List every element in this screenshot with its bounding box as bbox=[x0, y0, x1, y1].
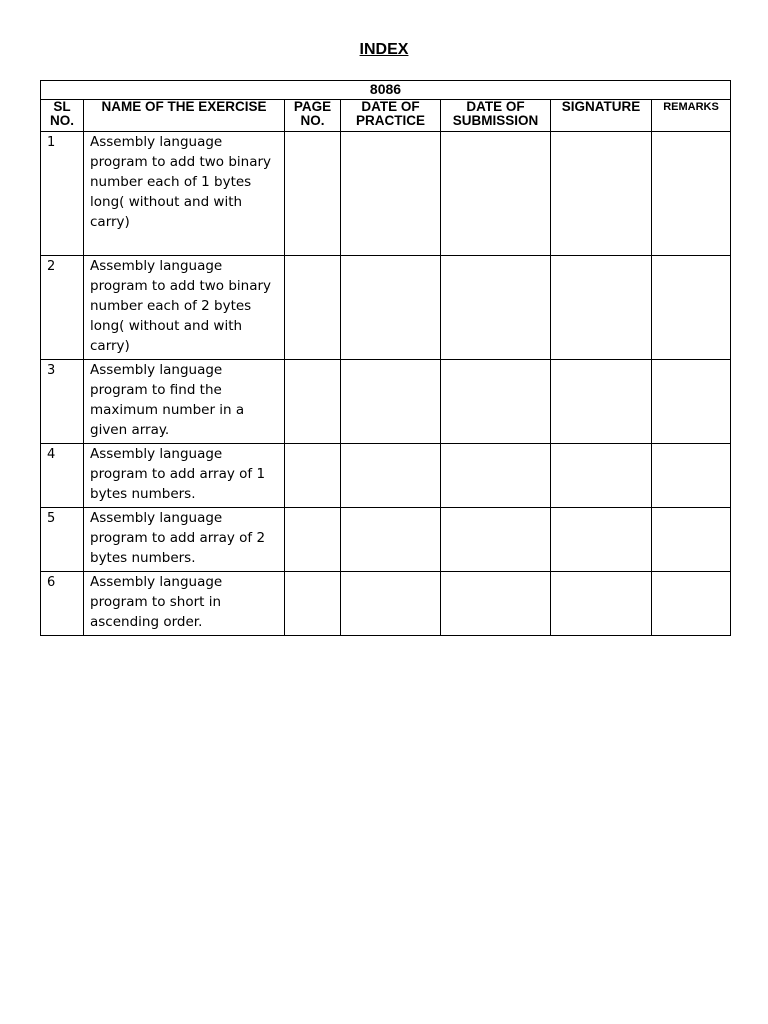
column-header-row bbox=[41, 100, 731, 132]
remarks-cell bbox=[652, 360, 731, 444]
page-no-cell bbox=[285, 360, 341, 444]
page-title: INDEX bbox=[359, 41, 409, 58]
exercise-name-cell: Assembly language program to find the maximum number in a given array. bbox=[84, 360, 285, 444]
signature-cell bbox=[551, 444, 652, 508]
header-exercise-name: NAME OF THE EXERCISE bbox=[84, 100, 285, 132]
table-row bbox=[41, 132, 731, 256]
date-of-submission-cell bbox=[441, 256, 551, 360]
sl-no-cell: 1 bbox=[41, 132, 84, 256]
date-of-submission-cell bbox=[441, 360, 551, 444]
signature-cell bbox=[551, 360, 652, 444]
signature-cell bbox=[551, 256, 652, 360]
page-no-cell bbox=[285, 132, 341, 256]
table-row bbox=[41, 256, 731, 360]
group-header-row bbox=[41, 81, 731, 100]
header-date-of-submission: DATE OF SUBMISSION bbox=[441, 100, 551, 132]
header-remarks: REMARKS bbox=[652, 100, 731, 132]
page-no-cell bbox=[285, 444, 341, 508]
signature-cell bbox=[551, 508, 652, 572]
page-no-cell bbox=[285, 256, 341, 360]
table-row bbox=[41, 508, 731, 572]
exercise-name-cell: Assembly language program to add array of 1 bytes numbers. bbox=[84, 444, 285, 508]
remarks-cell bbox=[652, 444, 731, 508]
remarks-cell bbox=[652, 256, 731, 360]
sl-no-cell: 5 bbox=[41, 508, 84, 572]
page-no-cell bbox=[285, 572, 341, 636]
exercise-name-cell: Assembly language program to add array of 2 bytes numbers. bbox=[84, 508, 285, 572]
table-row bbox=[41, 444, 731, 508]
sl-no-cell: 2 bbox=[41, 256, 84, 360]
signature-cell bbox=[551, 132, 652, 256]
date-of-practice-cell bbox=[341, 444, 441, 508]
signature-cell bbox=[551, 572, 652, 636]
date-of-practice-cell bbox=[341, 572, 441, 636]
date-of-practice-cell bbox=[341, 508, 441, 572]
header-page-no: PAGE NO. bbox=[285, 100, 341, 132]
exercise-name-cell: Assembly language program to short in ascending order. bbox=[84, 572, 285, 636]
sl-no-cell: 6 bbox=[41, 572, 84, 636]
header-date-of-practice: DATE OF PRACTICE bbox=[341, 100, 441, 132]
header-sl-no: SL NO. bbox=[41, 100, 84, 132]
date-of-practice-cell bbox=[341, 132, 441, 256]
exercise-name-cell: Assembly language program to add two binary number each of 1 bytes long( without and with carry) bbox=[84, 132, 285, 256]
group-header-8086: 8086 bbox=[41, 81, 731, 100]
header-signature: SIGNATURE bbox=[551, 100, 652, 132]
remarks-cell bbox=[652, 132, 731, 256]
remarks-cell bbox=[652, 572, 731, 636]
sl-no-cell: 3 bbox=[41, 360, 84, 444]
page-no-cell bbox=[285, 508, 341, 572]
date-of-submission-cell bbox=[441, 132, 551, 256]
date-of-practice-cell bbox=[341, 360, 441, 444]
sl-no-cell: 4 bbox=[41, 444, 84, 508]
date-of-submission-cell bbox=[441, 572, 551, 636]
date-of-practice-cell bbox=[341, 256, 441, 360]
table-row bbox=[41, 572, 731, 636]
date-of-submission-cell bbox=[441, 508, 551, 572]
index-table bbox=[40, 80, 731, 636]
exercise-name-cell: Assembly language program to add two binary number each of 2 bytes long( without and with carry) bbox=[84, 256, 285, 360]
table-row bbox=[41, 360, 731, 444]
remarks-cell bbox=[652, 508, 731, 572]
date-of-submission-cell bbox=[441, 444, 551, 508]
